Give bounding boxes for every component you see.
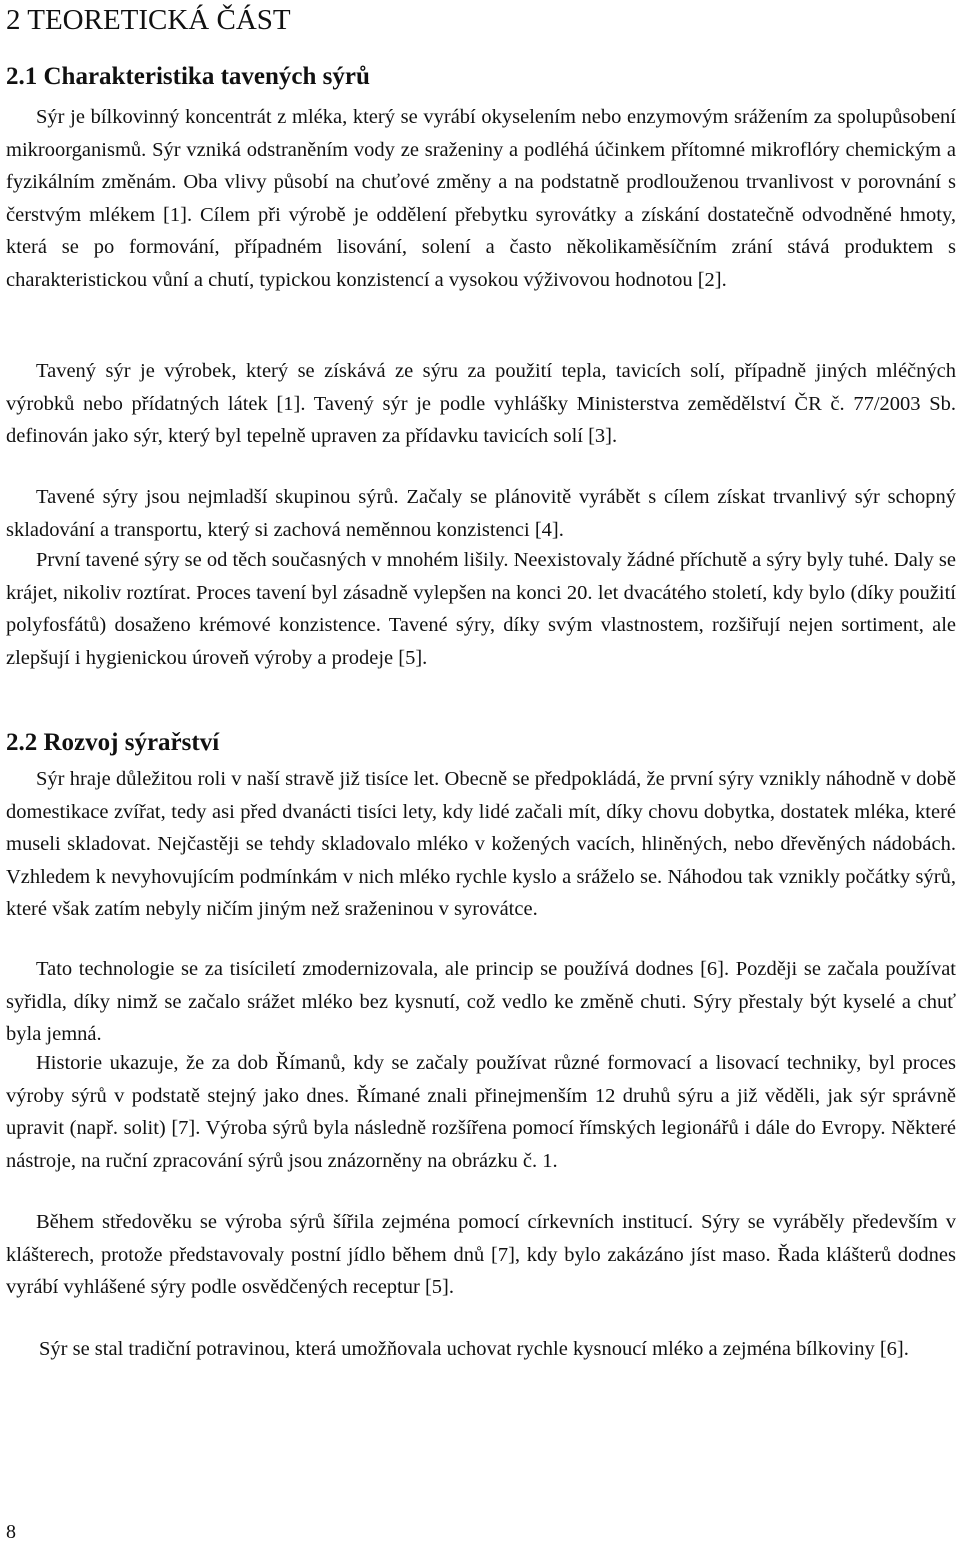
paragraph: Během středověku se výroba sýrů šířila zejména pomocí církevních institucí. Sýry se vyráběly především v klášterech, protože představovaly postní jídlo během dnů [7], kdy bylo zakázáno jíst maso. Řada klášterů dodnes vyrábí vyhlášené sýry podle osvědčených receptur [5]. <box>6 1211 956 1298</box>
paragraph: Tato technologie se za tisíciletí zmodernizovala, ale princip se používá dodnes [6]. Později se začala používat syřidla, díky nimž se začalo srážet mléko bez kysnutí, což vedlo ke změně chuti. Sýry přestaly být kyselé a chuť byla jemná. <box>6 958 956 1045</box>
paragraph: Sýr se stal tradiční potravinou, která umožňovala uchovat rychle kysnoucí mléko a zejména bílkoviny [6]. <box>39 1338 909 1360</box>
section-heading-2-1: 2.1 Charakteristika tavených sýrů <box>6 63 370 90</box>
section-heading-2-2: 2.2 Rozvoj sýrařství <box>6 729 220 756</box>
paragraph: Historie ukazuje, že za dob Římanů, kdy se začaly používat různé formovací a lisovací techniky, byl proces výroby sýrů v podstatě stejný jako dnes. Římané znali přinejmenším 12 druhů sýru a již věděli, jak sýr správně upravit (např. solit) [7]. Výroba sýrů byla následně rozšířena pomocí římských legionářů i dále do Evropy. Některé nástroje, na ruční zpracování sýrů jsou znázorněny na obrázku č. 1. <box>6 1052 956 1172</box>
paragraph: Sýr je bílkovinný koncentrát z mléka, který se vyrábí okyselením nebo enzymovým srážením za spolupůsobení mikroorganismů. Sýr vzniká odstraněním vody ze sraženiny a podléhá účinkem přítomné mikroflóry chemickým a fyzikálním změnám. Oba vlivy působí na chuťové změny a na podstatně prodlouženou trvanlivost v porovnání s čerstvým mlékem [1]. Cílem při výrobě je oddělení přebytku syrovátky a získání dostatečně odvodněné hmoty, která se po formování, případném lisování, solení a často několikaměsíčním zrání stává produktem s charakteristickou vůní a chutí, typickou konzistencí a vysokou výživovou hodnotou [2]. <box>6 106 956 291</box>
chapter-title: 2 TEORETICKÁ ČÁST <box>6 4 291 36</box>
paragraph: Sýr hraje důležitou roli v naší stravě již tisíce let. Obecně se předpokládá, že první sýry vznikly náhodně v době domestikace zvířat, tedy asi před dvanácti tisíci lety, kdy lidé začali mít, díky chovu dobytka, dostatek mléka, které museli skladovat. Nejčastěji se tehdy skladovalo mléko v kožených vacích, hliněných, nebo dřevěných nádobách. Vzhledem k nevyhovujícím podmínkám v nich mléko rychle kyslo a sráželo se. Náhodou tak vznikly počátky sýrů, které však zatím nebyly ničím jiným než sraženinou v syrovátce. <box>6 768 956 920</box>
page-number: 8 <box>6 1521 16 1543</box>
paragraph: Tavený sýr je výrobek, který se získává ze sýru za použití tepla, tavicích solí, případně jiných mléčných výrobků nebo přídatných látek [1]. Tavený sýr je podle vyhlášky Ministerstva zemědělství ČR č. 77/2003 Sb. definován jako sýr, který byl tepelně upraven za přídavku tavicích solí [3]. <box>6 360 956 447</box>
paragraph: Tavené sýry jsou nejmladší skupinou sýrů. Začaly se plánovitě vyrábět s cílem získat trvanlivý sýr schopný skladování a transportu, který si zachová neměnnou konzistenci [4]. <box>6 486 956 541</box>
paragraph: První tavené sýry se od těch současných v mnohém lišily. Neexistovaly žádné příchutě a sýry byly tuhé. Daly se krájet, nikoliv roztírat. Proces tavení byl zásadně vylepšen na konci 20. let dvacátého století, kdy bylo (díky použití polyfosfátů) dosaženo krémové konzistence. Tavené sýry, díky svým vlastnostem, rozšiřují nejen sortiment, ale zlepšují i hygienickou úroveň výroby a prodeje [5]. <box>6 549 956 669</box>
